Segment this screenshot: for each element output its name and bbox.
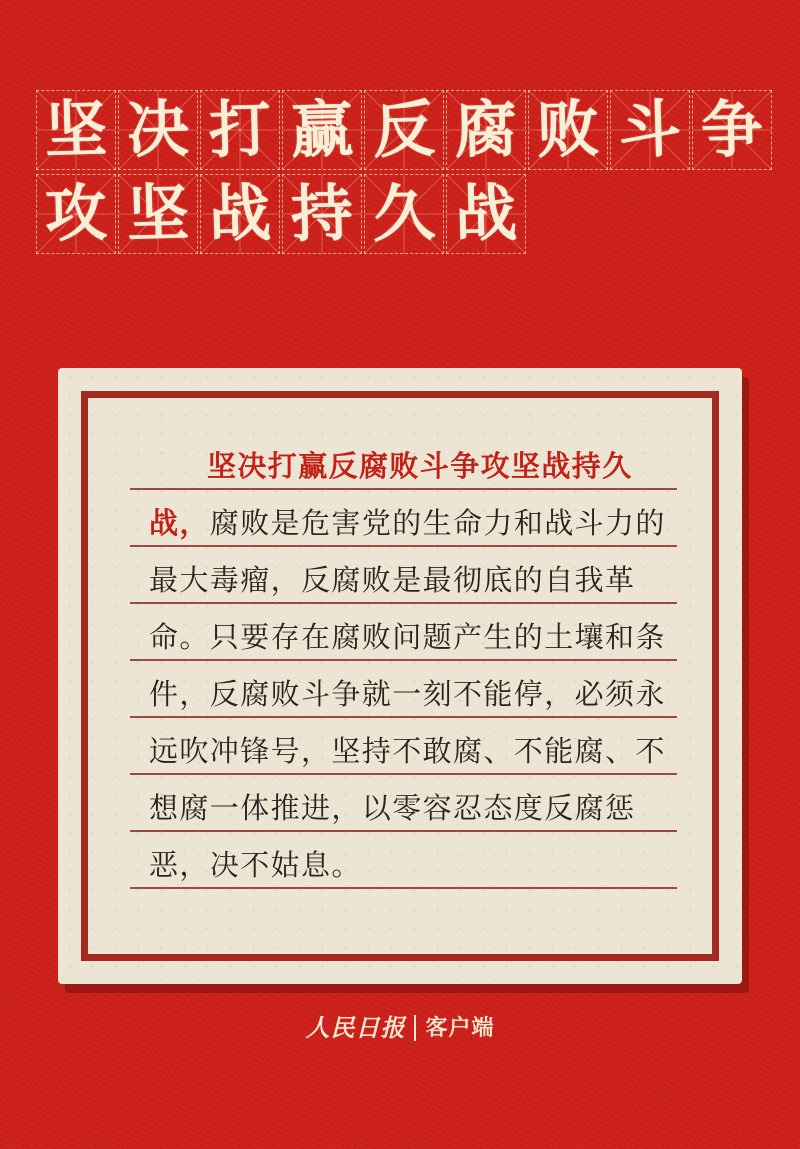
calligraphy-grid-cell — [282, 90, 362, 170]
quote-body-segment: 恶，决不姑息。 — [149, 850, 362, 882]
calligraphy-grid-cell — [446, 174, 526, 254]
quote-line — [130, 604, 677, 661]
calligraphy-character: 败 — [536, 92, 600, 167]
calligraphy-grid-cell — [364, 174, 444, 254]
calligraphy-grid-cell — [446, 90, 526, 170]
calligraphy-character: 决 — [126, 92, 190, 167]
calligraphy-grid-cell — [36, 174, 116, 254]
calligraphy-character: 久 — [372, 176, 436, 251]
calligraphy-grid-cell — [282, 174, 362, 254]
quote-line — [130, 490, 677, 547]
quote-line — [130, 775, 677, 832]
quote-line — [130, 718, 677, 775]
calligraphy-grid-cell — [610, 90, 690, 170]
calligraphy-character: 反 — [372, 92, 436, 167]
quote-text-block — [130, 433, 677, 889]
calligraphy-grid-cell — [528, 90, 608, 170]
quote-body-segment: 远吹冲锋号，坚持不敢腐、不能腐、不 — [149, 736, 666, 768]
calligraphy-character: 争 — [700, 92, 764, 167]
quote-body-segment: 腐败是危害党的生命力和战斗力的 — [209, 508, 666, 540]
logo-divider — [414, 1015, 416, 1041]
paper-card — [58, 368, 742, 984]
calligraphy-character: 斗 — [618, 92, 682, 167]
calligraphy-character: 赢 — [290, 92, 354, 167]
peoples-daily-script-wordmark: 人民日报 — [305, 1013, 406, 1042]
quote-body-segment: 件，反腐败斗争就一刻不能停，必须永 — [149, 679, 666, 711]
calligraphy-grid-cell — [364, 90, 444, 170]
quote-line — [130, 832, 677, 889]
quote-title-segment: 坚决打赢反腐败斗争攻坚战持久 — [207, 451, 633, 483]
quote-body-segment: 最大毒瘤，反腐败是最彻底的自我革 — [149, 565, 636, 597]
quote-title-segment: 战， — [149, 508, 210, 540]
calligraphy-character: 攻 — [44, 176, 108, 251]
client-label: 客户端 — [425, 1015, 495, 1040]
calligraphy-grid-cell — [118, 174, 198, 254]
calligraphy-grid-cell — [36, 90, 116, 170]
quote-line — [130, 433, 677, 490]
calligraphy-row-1 — [36, 90, 772, 170]
calligraphy-character: 腐 — [454, 92, 518, 167]
calligraphy-grid-cell — [118, 90, 198, 170]
calligraphy-character: 坚 — [126, 176, 190, 251]
calligraphy-row-2 — [36, 174, 772, 254]
peoples-daily-client-logo — [0, 1010, 800, 1046]
quote-body-segment: 命。只要存在腐败问题产生的土壤和条 — [149, 622, 666, 654]
quote-body-segment: 想腐一体推进，以零容忍态度反腐惩 — [149, 793, 636, 825]
calligraphy-grid-cell — [200, 90, 280, 170]
calligraphy-character: 打 — [208, 92, 272, 167]
calligraphy-character: 持 — [290, 176, 354, 251]
quote-line — [130, 661, 677, 718]
calligraphy-grid-cell — [200, 174, 280, 254]
calligraphy-character: 战 — [208, 176, 272, 251]
calligraphy-grid-cell — [692, 90, 772, 170]
calligraphy-character: 坚 — [44, 92, 108, 167]
calligraphy-character: 战 — [454, 176, 518, 251]
calligraphy-headline — [36, 90, 772, 254]
quote-line — [130, 547, 677, 604]
